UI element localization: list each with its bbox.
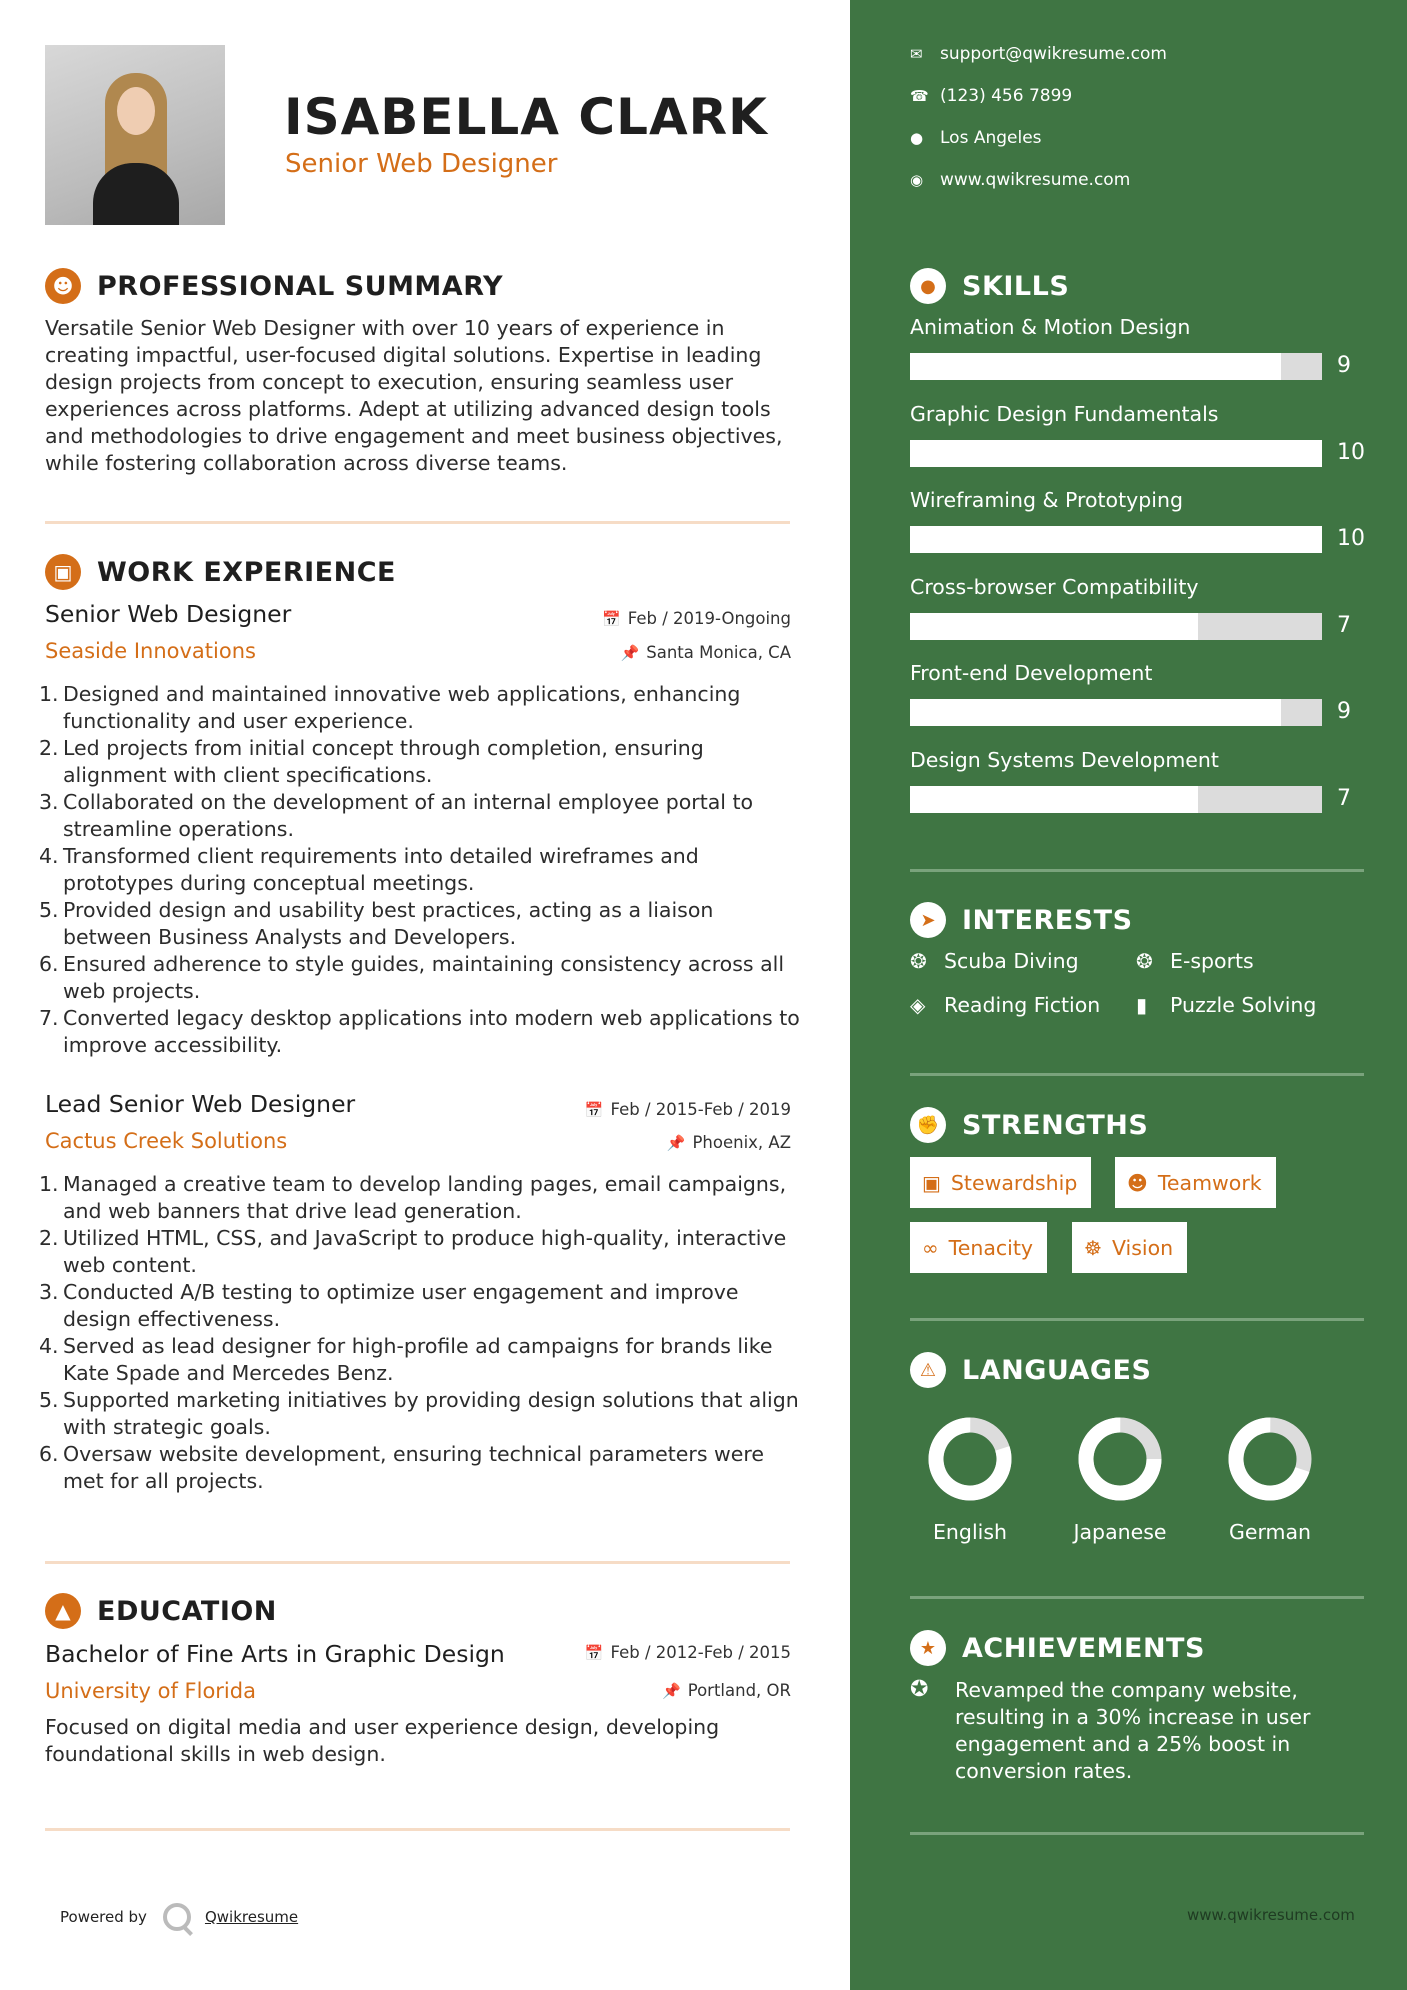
interest-label: Reading Fiction <box>944 993 1101 1017</box>
language-donut <box>1195 1412 1345 1512</box>
strengths-heading: STRENGTHS <box>962 1109 1149 1141</box>
briefcase-icon: ▣ <box>45 554 81 590</box>
section-divider <box>910 1832 1364 1835</box>
skill-bar-fill <box>910 353 1281 380</box>
strengths-header <box>910 1107 1148 1143</box>
achievements-heading: ACHIEVEMENTS <box>962 1632 1205 1664</box>
strength-chip <box>910 1157 1091 1208</box>
job-location-text: Phoenix, AZ <box>692 1133 791 1152</box>
globe-icon: ◉ <box>910 171 924 189</box>
duty-text: Collaborated on the development of an internal employee portal to streamline operations. <box>63 790 754 841</box>
skill-name: Front-end Development <box>910 661 1153 685</box>
job-dates <box>585 1100 791 1119</box>
education-heading: EDUCATION <box>97 1595 277 1627</box>
duty-number: 1. <box>39 1172 59 1196</box>
language-item <box>1195 1412 1345 1544</box>
skill-bar <box>910 786 1322 813</box>
duty-text: Utilized HTML, CSS, and JavaScript to produce high-quality, interactive web content. <box>63 1226 787 1277</box>
job-duties-list <box>35 1171 805 1495</box>
education-location-text: Portland, OR <box>687 1681 791 1700</box>
skill-name: Animation & Motion Design <box>910 315 1191 339</box>
donut-level <box>927 1416 1013 1502</box>
section-divider <box>910 1596 1364 1599</box>
duty-number: 3. <box>39 1280 59 1304</box>
section-divider <box>45 521 790 524</box>
job-location <box>667 1133 791 1152</box>
strength-label: Stewardship <box>950 1170 1078 1195</box>
envelope-icon: ✉ <box>910 45 923 63</box>
job-dates <box>602 609 791 628</box>
skill-bar-fill <box>910 613 1198 640</box>
section-divider <box>910 1073 1364 1076</box>
education-dates <box>585 1643 791 1662</box>
book-icon: ▮ <box>1136 993 1148 1017</box>
paper-plane-icon: ➤ <box>910 902 946 938</box>
duty-item <box>35 1005 805 1059</box>
duty-item <box>35 1333 805 1387</box>
strength-label: Vision <box>1111 1235 1174 1260</box>
job-company: Cactus Creek Solutions <box>45 1129 288 1153</box>
job-title: Lead Senior Web Designer <box>45 1090 356 1118</box>
strength-label: Tenacity <box>948 1235 1034 1260</box>
graduation-icon: ▲ <box>45 1593 81 1629</box>
language-name: Japanese <box>1073 1520 1167 1544</box>
link-icon: ∞ <box>922 1235 939 1260</box>
interest-item <box>910 993 1100 1017</box>
skill-bar <box>910 699 1322 726</box>
school-name: University of Florida <box>45 1679 256 1703</box>
degree-title: Bachelor of Fine Arts in Graphic Design <box>45 1640 505 1668</box>
pin-icon: 📌 <box>620 643 640 662</box>
duty-text: Led projects from initial concept through completion, ensuring alignment with client specifications. <box>63 736 704 787</box>
interests-heading: INTERESTS <box>962 904 1133 936</box>
duty-text: Conducted A/B testing to optimize user engagement and improve design effectiveness. <box>63 1280 739 1331</box>
achievement-item <box>910 1677 1350 1785</box>
skill-name: Cross-browser Compatibility <box>910 574 1199 599</box>
interest-label: Puzzle Solving <box>1170 993 1317 1017</box>
interest-item <box>1136 949 1254 973</box>
skill-value: 9 <box>1337 699 1351 724</box>
duty-text: Converted legacy desktop applications into modern web applications to improve accessibility. <box>63 1006 800 1057</box>
skill-value: 9 <box>1337 353 1351 378</box>
duty-text: Oversaw website development, ensuring technical parameters were met for all projects. <box>63 1442 764 1493</box>
section-divider <box>45 1828 790 1831</box>
contact-location-text: Los Angeles <box>940 128 1042 148</box>
phone-icon: ☎ <box>910 87 929 105</box>
summary-heading: PROFESSIONAL SUMMARY <box>97 270 504 302</box>
duty-number: 5. <box>39 898 59 922</box>
duty-item <box>35 897 805 951</box>
section-divider <box>910 1318 1364 1321</box>
duty-number: 4. <box>39 1334 59 1358</box>
briefcase-icon: ▣ <box>922 1170 941 1195</box>
interest-item <box>910 949 1079 973</box>
duty-item <box>35 1387 805 1441</box>
language-name: German <box>1228 1520 1312 1544</box>
language-item <box>895 1412 1045 1544</box>
life-ring-icon: ❂ <box>910 949 927 973</box>
calendar-icon: 📅 <box>584 1100 604 1119</box>
skill-bar <box>910 526 1322 553</box>
education-text: Focused on digital media and user experience design, developing foundational skills in web design. <box>45 1715 720 1766</box>
education-location <box>662 1681 791 1700</box>
duty-number: 6. <box>39 952 59 976</box>
lightbulb-icon: ● <box>910 268 946 304</box>
duty-text: Managed a creative team to develop landing pages, email campaigns, and web banners that drive lead generation. <box>63 1172 787 1223</box>
shooting-star-icon: ✪ <box>910 1677 929 1702</box>
summary-text: Versatile Senior Web Designer with over 10 years of experience in creating impactful, user-focused digital solutions. Expertise in leading design projects from concept to execution, ensuring seamless user experiences across platforms. Adept at utilizing advanced design tools and methodologies to drive engagement and meet business objectives, while fostering collaboration across diverse teams. <box>45 316 783 475</box>
skill-bar <box>910 353 1322 380</box>
skill-value: 7 <box>1337 785 1351 811</box>
language-item <box>1045 1412 1195 1544</box>
profile-photo <box>45 45 225 225</box>
calendar-icon: 📅 <box>584 1643 604 1662</box>
skills-heading: SKILLS <box>962 270 1070 302</box>
job-title: Senior Web Designer <box>45 600 292 628</box>
language-donut <box>895 1412 1045 1512</box>
duty-item <box>35 1225 805 1279</box>
skill-name: Design Systems Development <box>910 747 1219 772</box>
contact-phone-text: (123) 456 7899 <box>940 86 1073 106</box>
duty-number: 3. <box>39 790 59 814</box>
brand-link[interactable]: Qwikresume <box>204 1908 299 1926</box>
candidate-name: ISABELLA CLARK <box>284 88 768 146</box>
duty-text: Transformed client requirements into detailed wireframes and prototypes during conceptual meetings. <box>63 844 699 895</box>
strength-chip <box>1072 1222 1187 1273</box>
duty-number: 6. <box>39 1442 59 1466</box>
user-icon: ☻ <box>45 268 81 304</box>
sidebar <box>850 0 1407 1990</box>
contact-website-text: www.qwikresume.com <box>940 170 1131 190</box>
language-name: English <box>932 1520 1008 1544</box>
duty-text: Served as lead designer for high-profile ad campaigns for brands like Kate Spade and Mercedes Benz. <box>63 1334 773 1385</box>
strength-chip <box>1115 1157 1276 1208</box>
job-location-text: Santa Monica, CA <box>646 643 791 662</box>
interests-header <box>910 902 1133 938</box>
interest-label: E-sports <box>1170 949 1254 973</box>
languages-heading: LANGUAGES <box>962 1354 1152 1386</box>
duty-text: Supported marketing initiatives by providing design solutions that align with strategic goals. <box>63 1388 799 1439</box>
translate-icon: ⚠ <box>910 1352 946 1388</box>
life-ring-icon: ❂ <box>1136 949 1153 973</box>
skill-bar <box>910 440 1322 467</box>
duty-number: 7. <box>39 1006 59 1030</box>
section-divider <box>45 1561 790 1564</box>
candidate-title: Senior Web Designer <box>285 149 558 179</box>
strength-chip <box>910 1222 1047 1273</box>
gamepad-icon: ◈ <box>910 993 926 1017</box>
education-dates-text: Feb / 2012-Feb / 2015 <box>610 1643 791 1662</box>
users-icon: ☻ <box>1127 1170 1148 1195</box>
duty-item <box>35 1171 805 1225</box>
skills-header <box>910 268 1069 304</box>
calendar-icon: 📅 <box>602 609 621 628</box>
job-dates-text: Feb / 2019-Ongoing <box>627 609 791 628</box>
duty-number: 2. <box>39 736 59 760</box>
contact-phone <box>910 86 1072 106</box>
experience-heading: WORK EXPERIENCE <box>97 556 396 588</box>
interest-item <box>1136 993 1316 1017</box>
duty-number: 1. <box>39 682 59 706</box>
job-duties-list <box>35 681 805 1059</box>
language-donut <box>1045 1412 1195 1512</box>
footer-site[interactable]: www.qwikresume.com <box>1187 1906 1355 1924</box>
pin-icon: 📌 <box>666 1133 686 1152</box>
duty-item <box>35 1441 805 1495</box>
skill-bar <box>910 613 1322 640</box>
skill-name: Wireframing & Prototyping <box>910 488 1183 512</box>
skill-value: 10 <box>1337 439 1365 465</box>
summary-header <box>45 268 503 304</box>
achievement-text: Revamped the company website, resulting in a 30% increase in user engagement and a 25% boost in conversion rates. <box>955 1678 1311 1783</box>
duty-item <box>35 735 805 789</box>
duty-number: 5. <box>39 1388 59 1412</box>
contact-location <box>910 128 1042 148</box>
duty-item <box>35 681 805 735</box>
contact-website[interactable] <box>910 170 1130 190</box>
pin-icon: 📌 <box>662 1681 681 1700</box>
skill-value: 7 <box>1337 612 1351 638</box>
strength-label: Teamwork <box>1157 1170 1262 1195</box>
contact-email[interactable] <box>910 44 1167 64</box>
contact-email-text: support@qwikresume.com <box>940 44 1167 64</box>
skill-bar-fill <box>910 786 1198 813</box>
photo-face <box>117 87 155 135</box>
duty-number: 4. <box>39 844 59 868</box>
powered-by-label: Powered by <box>60 1908 147 1926</box>
duty-text: Provided design and usability best practices, acting as a liaison between Business Analysts and Developers. <box>63 898 714 949</box>
duty-item <box>35 789 805 843</box>
skill-value: 10 <box>1337 526 1365 551</box>
job-company: Seaside Innovations <box>45 639 256 663</box>
achievements-header <box>910 1630 1205 1666</box>
duty-text: Ensured adherence to style guides, maintaining consistency across all web projects. <box>63 952 785 1003</box>
powered-by <box>60 1903 298 1931</box>
qwikresume-logo-icon <box>163 1903 191 1931</box>
job-dates-text: Feb / 2015-Feb / 2019 <box>610 1100 791 1119</box>
map-marker-icon: ● <box>910 129 924 147</box>
binoculars-icon: ☸ <box>1084 1235 1102 1260</box>
education-header <box>45 1593 277 1629</box>
fist-icon: ✊ <box>910 1107 946 1143</box>
star-icon: ★ <box>910 1630 946 1666</box>
skill-bar-fill <box>910 440 1322 467</box>
skill-bar-fill <box>910 699 1281 726</box>
duty-item <box>35 951 805 1005</box>
skill-bar-fill <box>910 526 1322 553</box>
section-divider <box>910 869 1364 872</box>
duty-text: Designed and maintained innovative web applications, enhancing functionality and user experience. <box>63 682 741 733</box>
interest-label: Scuba Diving <box>944 949 1079 973</box>
duty-item <box>35 843 805 897</box>
job-location <box>621 643 791 662</box>
languages-header <box>910 1352 1151 1388</box>
duty-number: 2. <box>39 1226 59 1250</box>
skill-name: Graphic Design Fundamentals <box>910 401 1219 426</box>
experience-header <box>45 554 396 590</box>
duty-item <box>35 1279 805 1333</box>
